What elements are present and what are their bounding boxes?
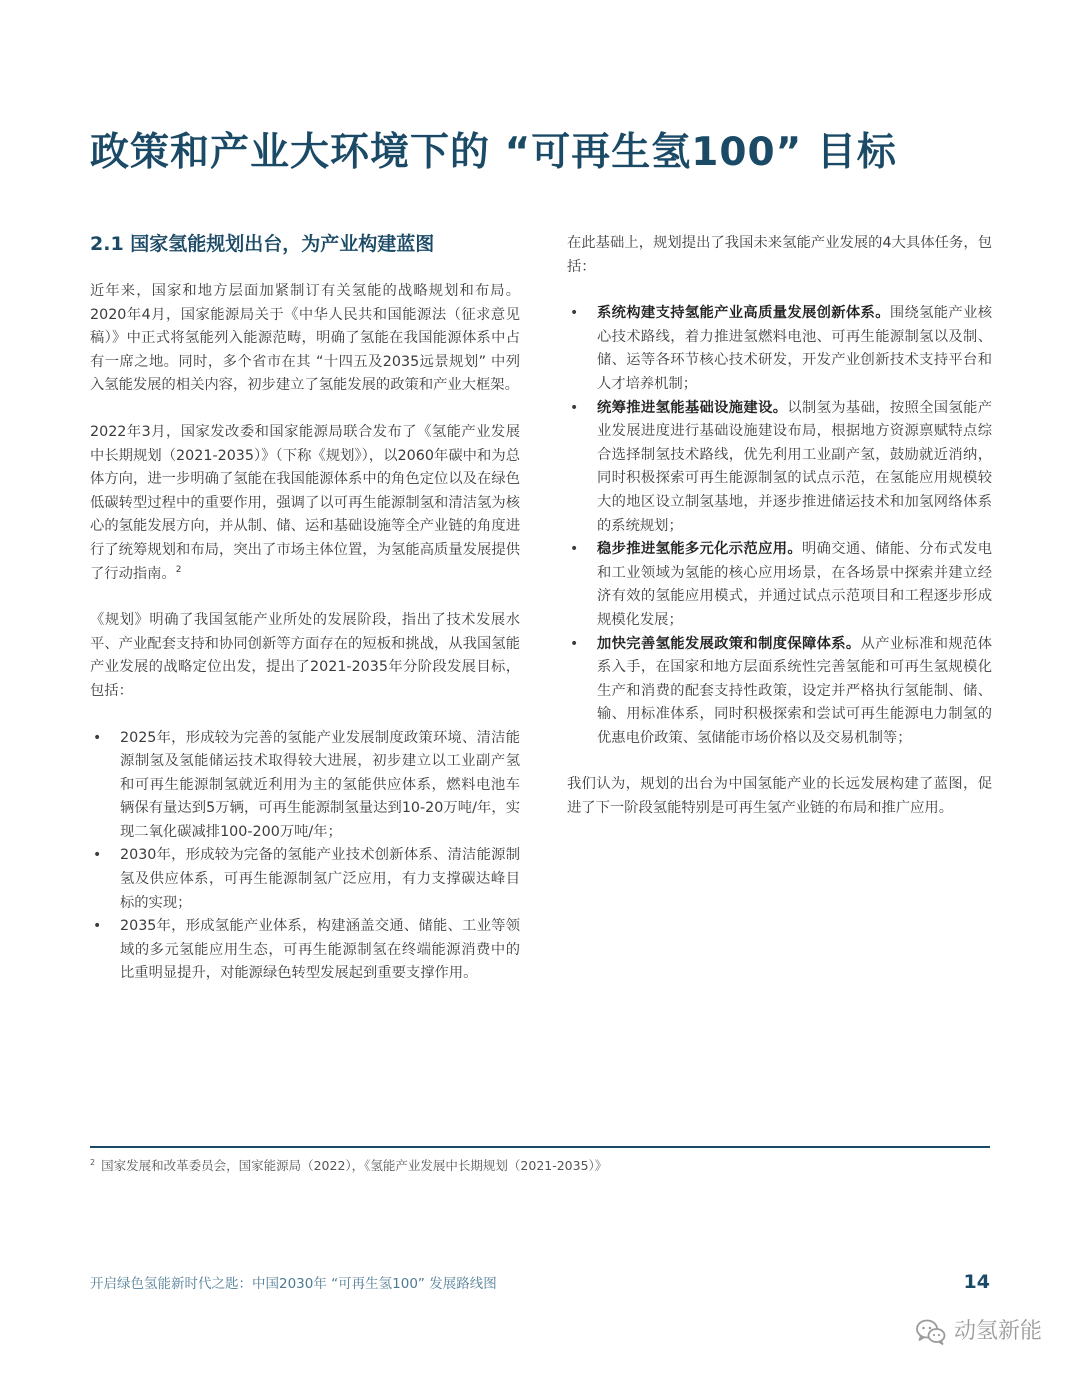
paragraph-conclusion: 我们认为，规划的出台为中国氢能产业的长远发展构建了蓝图，促进了下一阶段氢能特别是可再生氢产业链的布局和推广应用。 — [567, 776, 992, 817]
bullet-icon: • — [570, 541, 579, 558]
paragraph-plan-goals: 《规划》明确了我国氢能产业所处的发展阶段，指出了技术发展水平、产业配套支持和协同创新等方面存在的短板和挑战，从我国氢能产业发展的战略定位出发，提出了2021-2035年分阶段发展目标，包括： — [90, 612, 520, 699]
task-title: 稳步推进氢能多元化示范应用。 — [597, 541, 802, 558]
paragraph-plan-release-text: 2022年3月，国家发改委和国家能源局联合发布了《氢能产业发展中长期规划（2021-2035）》（下称《规划》），以2060年碳中和为总体方向，进一步明确了氢能在我国能源体系中的角色定位以及在绿色低碳转型过程中的重要作用，强调了以可再生能源制氢和清洁氢为核心的氢能发展方向，并从制、储、运和基础设施等全产业链的角度进行了统筹规划和布局，突出了市场主体位置，为氢能高质量发展提供了行动指南。 — [90, 423, 520, 582]
task-title: 系统构建支持氢能产业高质量发展创新体系。 — [597, 305, 890, 322]
bullet-icon: • — [93, 729, 102, 746]
task-title: 统筹推进氢能基础设施建设。 — [597, 399, 788, 416]
left-column — [90, 230, 520, 1009]
paragraph-intro: 近年来，国家和地方层面加紧制订有关氢能的战略规划和布局。2020年4月，国家能源局关于《中华人民共和国能源法（征求意见稿）》中正式将氢能列入能源范畴，明确了氢能在我国能源体系中占有一席之地。同时，多个省市在其 “十四五及2035远景规划” 中列入氢能发展的相关内容，初步建立了氢能发展的政策和产业大框架。 — [90, 283, 520, 394]
footnote-ref[interactable]: 2 — [175, 564, 182, 575]
list-item — [567, 538, 992, 632]
list-item — [90, 844, 520, 915]
footer-title: 开启绿色氢能新时代之匙：中国2030年 “可再生氢100” 发展路线图 — [90, 1276, 497, 1292]
list-item — [567, 397, 992, 539]
goal-2030: 2030年，形成较为完备的氢能产业技术创新体系、清洁能源制氢及供应体系，可再生能源制氢广泛应用，有力支撑碳达峰目标的实现； — [120, 847, 520, 911]
list-item — [567, 633, 992, 751]
bullet-icon: • — [93, 847, 102, 864]
list-item — [567, 302, 992, 396]
section-heading: 2.1 国家氢能规划出台，为产业构建蓝图 — [90, 233, 435, 255]
footnote-divider — [90, 1146, 990, 1148]
watermark-text: 动氢新能 — [953, 1319, 1042, 1344]
task-text: 从产业标准和规范体系入手，在国家和地方层面系统性完善氢能和可再生氢规模化生产和消费的配套支持性政策，设定并严格执行氢能制、储、输、用标准体系，同时积极探索和尝试可再生能源电力制氢的优惠电价政策、氢储能市场价格以及交易机制等； — [597, 635, 992, 746]
goal-2025: 2025年，形成较为完善的氢能产业发展制度政策环境、清洁能源制氢及氢能储运技术取得较大进展，初步建立以工业副产氢和可再生能源制氢就近利用为主的氢能供应体系，燃料电池车辆保有量达到5万辆，可再生能源制氢量达到10-20万吨/年，实现二氧化碳减排100-200万吨/年； — [120, 729, 520, 840]
bullet-icon: • — [93, 918, 102, 935]
task-text: 以制氢为基础，按照全国氢能产业发展进度进行基础设施建设布局，根据地方资源禀赋特点综合选择制氢技术路线，优先利用工业副产氢，鼓励就近消纳，同时积极探索可再生能源制氢的试点示范，在氢能应用规模较大的地区设立制氢基地，并逐步推进储运技术和加氢网络体系的系统规划； — [597, 399, 993, 534]
list-item — [90, 727, 520, 845]
bullet-icon: • — [570, 399, 579, 416]
task-title: 加快完善氢能发展政策和制度保障体系。 — [597, 635, 861, 652]
footnote — [90, 1156, 990, 1176]
wechat-icon — [916, 1319, 946, 1345]
watermark — [916, 1318, 1042, 1346]
right-column — [567, 232, 992, 844]
bullet-icon: • — [570, 305, 579, 322]
paragraph-plan-release — [90, 421, 520, 586]
page-number: 14 — [963, 1271, 990, 1293]
footnote-marker: 2 — [90, 1157, 96, 1167]
goal-2035: 2035年，形成氢能产业体系，构建涵盖交通、储能、工业等领域的多元氢能应用生态，可再生能源制氢在终端能源消费中的比重明显提升，对能源绿色转型发展起到重要支撑作用。 — [120, 918, 520, 982]
task-text: 围绕氢能产业核心技术路线，着力推进氢燃料电池、可再生能源制氢以及制、储、运等各环节核心技术研发，开发产业创新技术支持平台和人才培养机制； — [597, 305, 993, 392]
footnote-text: 国家发展和改革委员会，国家能源局（2022），《氢能产业发展中长期规划（2021-2035）》 — [101, 1158, 608, 1173]
bullet-icon: • — [570, 635, 579, 652]
paragraph-tasks-intro: 在此基础上，规划提出了我国未来氢能产业发展的4大具体任务，包括： — [567, 235, 992, 275]
goals-list — [90, 727, 520, 987]
tasks-list — [567, 302, 992, 750]
list-item — [90, 915, 520, 986]
page-title: 政策和产业大环境下的 “可再生氢100” 目标 — [90, 130, 897, 175]
task-text: 明确交通、储能、分布式发电和工业领域为氢能的核心应用场景，在各场景中探索并建立经济有效的氢能应用模式，并通过试点示范项目和工程逐步形成规模化发展； — [597, 541, 993, 628]
